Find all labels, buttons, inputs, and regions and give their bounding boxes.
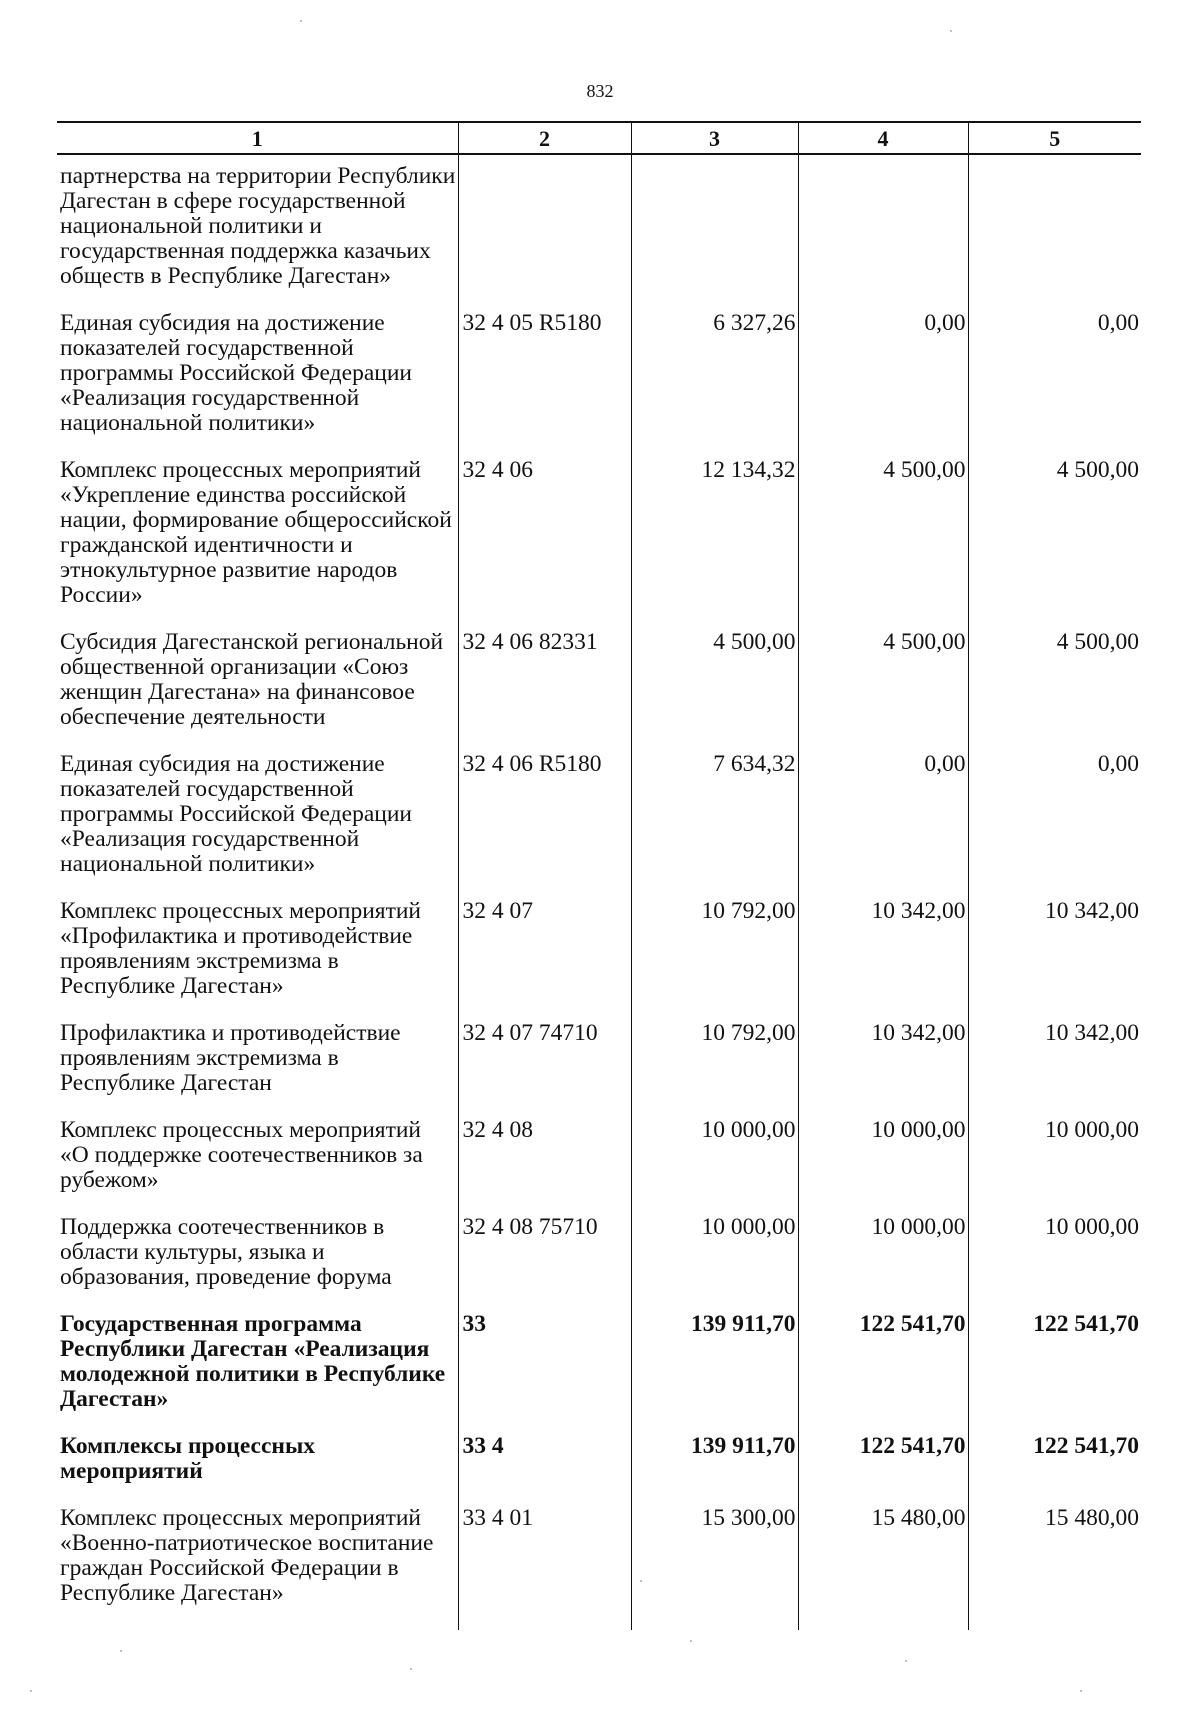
cell-name: Единая субсидия на достижение показателей государственной программы Российской Федерации «Реализация государственной национальной политики» bbox=[60, 310, 412, 436]
cell-value-5: 10 342,00 bbox=[968, 899, 1141, 1021]
cell-value-4 bbox=[798, 154, 968, 311]
budget-table bbox=[57, 121, 1141, 1630]
cell-name: партнерства на территории Республики Дагестан в сфере государственной национальной политики и государственная поддержка казачьих обществ в Республике Дагестан» bbox=[60, 163, 456, 289]
cell-code: 32 4 06 bbox=[458, 458, 631, 630]
table-row bbox=[57, 1506, 1141, 1630]
table-row bbox=[57, 1021, 1141, 1118]
cell-value-3: 15 300,00 bbox=[631, 1506, 798, 1630]
cell-value-5: 0,00 bbox=[968, 311, 1141, 458]
cell-value-4: 122 541,70 bbox=[798, 1312, 968, 1434]
cell-value-5: 15 480,00 bbox=[968, 1506, 1141, 1630]
cell-value-4: 10 000,00 bbox=[798, 1118, 968, 1215]
cell-code: 32 4 08 bbox=[458, 1118, 631, 1215]
cell-value-3: 10 792,00 bbox=[631, 899, 798, 1021]
table-row bbox=[57, 311, 1141, 458]
cell-value-4: 4 500,00 bbox=[798, 458, 968, 630]
table-row bbox=[57, 1434, 1141, 1506]
cell-code: 33 bbox=[458, 1312, 631, 1434]
cell-value-4: 15 480,00 bbox=[798, 1506, 968, 1630]
cell-value-4: 4 500,00 bbox=[798, 630, 968, 752]
cell-value-5 bbox=[968, 154, 1141, 311]
cell-code bbox=[458, 154, 631, 311]
cell-value-4: 0,00 bbox=[798, 752, 968, 899]
cell-code: 32 4 07 74710 bbox=[458, 1021, 631, 1118]
cell-value-4: 0,00 bbox=[798, 311, 968, 458]
cell-name: Комплекс процессных мероприятий «О поддержке соотечественников за рубежом» bbox=[60, 1117, 423, 1193]
table-body bbox=[57, 154, 1141, 1630]
table-row bbox=[57, 1312, 1141, 1434]
column-header-4: 4 bbox=[798, 122, 968, 154]
table-row bbox=[57, 1215, 1141, 1312]
cell-value-3: 139 911,70 bbox=[631, 1312, 798, 1434]
table-row bbox=[57, 458, 1141, 630]
cell-code: 32 4 05 R5180 bbox=[458, 311, 631, 458]
cell-value-3: 4 500,00 bbox=[631, 630, 798, 752]
cell-name: Комплекс процессных мероприятий «Укрепление единства российской нации, формирование общероссийской гражданской идентичности и этнокультурное развитие народов России» bbox=[60, 457, 452, 608]
budget-table-container bbox=[57, 121, 1141, 1630]
column-header-2: 2 bbox=[458, 122, 631, 154]
cell-name: Субсидия Дагестанской региональной общественной организации «Союз женщин Дагестана» на финансовое обеспечение деятельности bbox=[60, 629, 444, 730]
cell-name: Комплексы процессных мероприятий bbox=[60, 1433, 316, 1484]
cell-value-3 bbox=[631, 154, 798, 311]
cell-value-3: 10 000,00 bbox=[631, 1118, 798, 1215]
cell-code: 32 4 08 75710 bbox=[458, 1215, 631, 1312]
table-row bbox=[57, 752, 1141, 899]
table-row bbox=[57, 630, 1141, 752]
cell-code: 33 4 bbox=[458, 1434, 631, 1506]
cell-value-3: 139 911,70 bbox=[631, 1434, 798, 1506]
cell-name: Единая субсидия на достижение показателей государственной программы Российской Федерации «Реализация государственной национальной политики» bbox=[60, 751, 412, 877]
cell-code: 32 4 06 82331 bbox=[458, 630, 631, 752]
cell-value-3: 7 634,32 bbox=[631, 752, 798, 899]
table-header-row bbox=[57, 122, 1141, 154]
cell-name: Комплекс процессных мероприятий «Профилактика и противодействие проявлениям экстремизма в Республике Дагестан» bbox=[60, 898, 422, 999]
cell-name: Комплекс процессных мероприятий «Военно-патриотическое воспитание граждан Российской Федерации в Республике Дагестан» bbox=[60, 1505, 434, 1606]
cell-value-3: 12 134,32 bbox=[631, 458, 798, 630]
cell-code: 33 4 01 bbox=[458, 1506, 631, 1630]
cell-value-4: 10 000,00 bbox=[798, 1215, 968, 1312]
table-row bbox=[57, 1118, 1141, 1215]
cell-value-4: 10 342,00 bbox=[798, 1021, 968, 1118]
cell-value-5: 4 500,00 bbox=[968, 458, 1141, 630]
cell-value-5: 10 000,00 bbox=[968, 1215, 1141, 1312]
cell-value-3: 6 327,26 bbox=[631, 311, 798, 458]
cell-name: Профилактика и противодействие проявлениям экстремизма в Республике Дагестан bbox=[60, 1020, 401, 1096]
cell-name: Поддержка соотечественников в области культуры, языка и образования, проведение форума bbox=[60, 1214, 392, 1290]
cell-value-5: 10 342,00 bbox=[968, 1021, 1141, 1118]
cell-value-5: 122 541,70 bbox=[968, 1312, 1141, 1434]
page-number: 832 bbox=[586, 81, 614, 101]
cell-code: 32 4 06 R5180 bbox=[458, 752, 631, 899]
cell-value-3: 10 792,00 bbox=[631, 1021, 798, 1118]
cell-value-5: 10 000,00 bbox=[968, 1118, 1141, 1215]
cell-code: 32 4 07 bbox=[458, 899, 631, 1021]
cell-value-4: 10 342,00 bbox=[798, 899, 968, 1021]
table-header bbox=[57, 122, 1141, 154]
cell-value-3: 10 000,00 bbox=[631, 1215, 798, 1312]
cell-name: Государственная программа Республики Дагестан «Реализация молодежной политики в Республике Дагестан» bbox=[60, 1311, 446, 1412]
column-header-3: 3 bbox=[631, 122, 798, 154]
cell-value-5: 0,00 bbox=[968, 752, 1141, 899]
table-row bbox=[57, 154, 1141, 311]
column-header-1: 1 bbox=[57, 122, 458, 154]
cell-value-5: 4 500,00 bbox=[968, 630, 1141, 752]
table-row bbox=[57, 899, 1141, 1021]
cell-value-4: 122 541,70 bbox=[798, 1434, 968, 1506]
cell-value-5: 122 541,70 bbox=[968, 1434, 1141, 1506]
column-header-5: 5 bbox=[968, 122, 1141, 154]
